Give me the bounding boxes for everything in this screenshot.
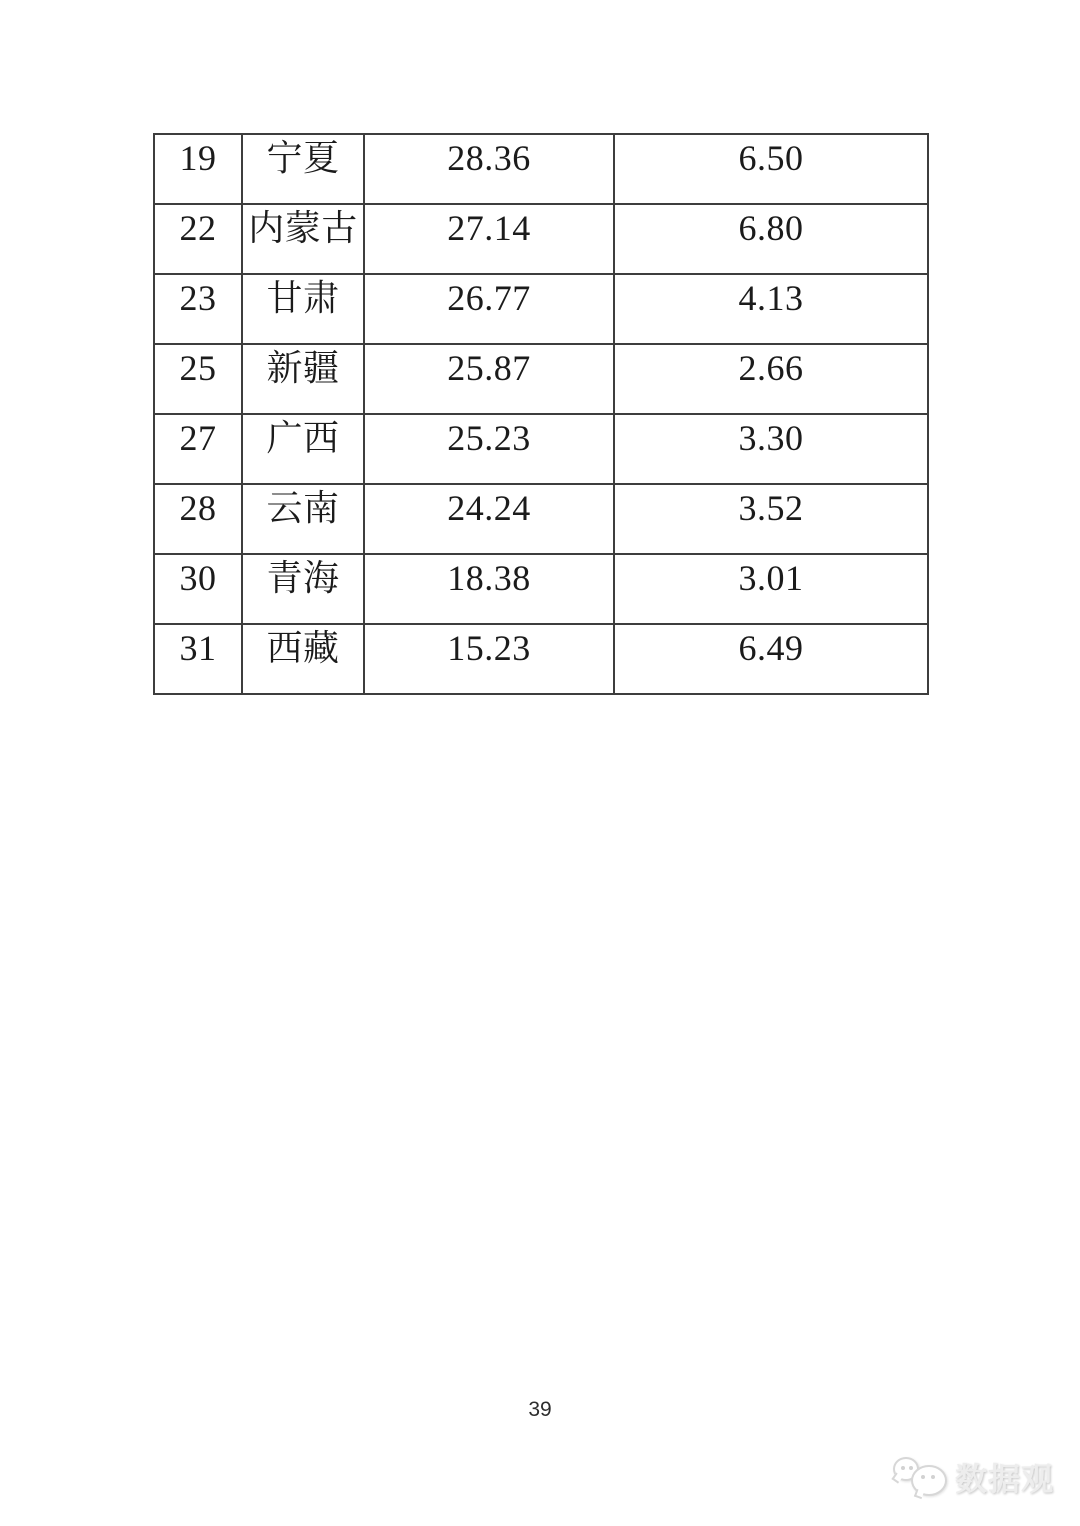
value2-cell: 4.13 [614,274,928,344]
province-cell: 新疆 [242,344,364,414]
value1-cell: 25.23 [364,414,614,484]
value1-cell: 24.24 [364,484,614,554]
table-row [154,134,928,204]
value2-cell: 6.49 [614,624,928,694]
wechat-icon [892,1455,948,1499]
value2-cell: 2.66 [614,344,928,414]
province-cell: 云南 [242,484,364,554]
rank-cell: 27 [154,414,242,484]
province-cell: 西藏 [242,624,364,694]
value2-cell: 6.80 [614,204,928,274]
value1-cell: 28.36 [364,134,614,204]
table-row [154,344,928,414]
value2-cell: 3.01 [614,554,928,624]
province-cell: 青海 [242,554,364,624]
province-cell: 内蒙古 [242,204,364,274]
value1-cell: 26.77 [364,274,614,344]
value2-cell: 3.30 [614,414,928,484]
rank-cell: 28 [154,484,242,554]
province-cell: 甘肃 [242,274,364,344]
rank-cell: 22 [154,204,242,274]
watermark-label: 数据观 [954,1461,1054,1497]
value1-cell: 15.23 [364,624,614,694]
table-row [154,484,928,554]
table-row [154,274,928,344]
watermark [892,1454,1054,1500]
province-cell: 广西 [242,414,364,484]
page-number: 39 [528,1398,552,1421]
value2-cell: 6.50 [614,134,928,204]
value1-cell: 27.14 [364,204,614,274]
table-row [154,204,928,274]
rank-cell: 23 [154,274,242,344]
value2-cell: 3.52 [614,484,928,554]
rank-cell: 30 [154,554,242,624]
table-row [154,554,928,624]
table-row [154,414,928,484]
table-row [154,624,928,694]
rank-cell: 25 [154,344,242,414]
rank-cell: 19 [154,134,242,204]
value1-cell: 25.87 [364,344,614,414]
province-cell: 宁夏 [242,134,364,204]
value1-cell: 18.38 [364,554,614,624]
chat-bubble-large [911,1465,947,1496]
rank-cell: 31 [154,624,242,694]
province-ranking-table [153,133,929,695]
